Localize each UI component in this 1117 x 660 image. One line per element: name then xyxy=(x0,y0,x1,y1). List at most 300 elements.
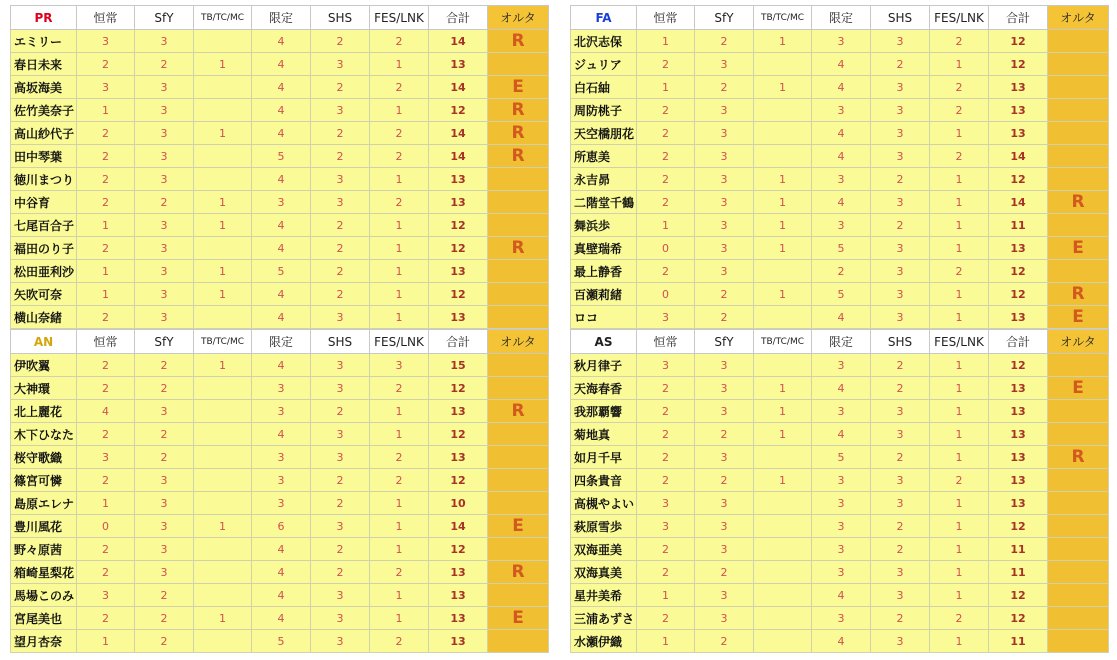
count-cell xyxy=(194,99,252,122)
count-cell: 2 xyxy=(637,423,695,446)
count-cell xyxy=(194,423,252,446)
idol-name: 徳川まつり xyxy=(11,168,77,191)
alter-cell: E xyxy=(1048,237,1109,260)
table-row xyxy=(571,446,1109,469)
table-row xyxy=(11,584,549,607)
count-cell: 3 xyxy=(695,354,754,377)
count-cell: 3 xyxy=(871,237,930,260)
count-cell: 3 xyxy=(311,168,370,191)
count-cell: 2 xyxy=(370,630,429,653)
alter-cell: E xyxy=(488,607,549,630)
column-header: 恒常 xyxy=(637,6,695,30)
count-cell: 1 xyxy=(370,168,429,191)
count-cell xyxy=(754,145,812,168)
alter-cell xyxy=(488,53,549,76)
count-cell: 3 xyxy=(135,168,194,191)
table-row xyxy=(11,607,549,630)
column-header: SHS xyxy=(871,6,930,30)
count-cell: 1 xyxy=(930,53,989,76)
table-row xyxy=(571,584,1109,607)
count-cell: 1 xyxy=(370,423,429,446)
count-cell: 4 xyxy=(252,561,311,584)
count-cell: 2 xyxy=(135,423,194,446)
count-cell: 1 xyxy=(930,122,989,145)
count-cell: 5 xyxy=(812,446,871,469)
table-row xyxy=(571,561,1109,584)
count-cell: 1 xyxy=(754,237,812,260)
count-cell: 1 xyxy=(930,400,989,423)
count-cell: 3 xyxy=(812,492,871,515)
count-cell: 2 xyxy=(311,283,370,306)
count-cell: 1 xyxy=(930,492,989,515)
count-cell: 4 xyxy=(252,538,311,561)
count-cell: 2 xyxy=(637,607,695,630)
idol-name: 豊川風花 xyxy=(11,515,77,538)
count-cell: 3 xyxy=(695,237,754,260)
count-cell: 1 xyxy=(930,283,989,306)
idol-name: 箱崎星梨花 xyxy=(11,561,77,584)
column-header: オルタ xyxy=(488,330,549,354)
count-cell: 2 xyxy=(77,377,135,400)
count-cell: 4 xyxy=(812,145,871,168)
count-cell xyxy=(754,607,812,630)
table-row xyxy=(11,354,549,377)
count-cell: 2 xyxy=(370,122,429,145)
count-cell xyxy=(194,237,252,260)
count-cell: 3 xyxy=(812,400,871,423)
alter-cell xyxy=(488,584,549,607)
count-cell: 3 xyxy=(311,53,370,76)
count-cell: 1 xyxy=(637,584,695,607)
count-cell: 2 xyxy=(637,538,695,561)
count-cell: 1 xyxy=(754,168,812,191)
alter-cell xyxy=(488,214,549,237)
count-cell: 2 xyxy=(77,53,135,76)
table-row xyxy=(571,423,1109,446)
count-cell: 1 xyxy=(754,469,812,492)
count-cell: 3 xyxy=(135,538,194,561)
total-cell: 10 xyxy=(429,492,488,515)
count-cell: 1 xyxy=(754,191,812,214)
total-cell: 11 xyxy=(989,214,1048,237)
count-cell: 1 xyxy=(930,191,989,214)
count-cell: 3 xyxy=(695,122,754,145)
count-cell: 3 xyxy=(871,630,930,653)
table-row xyxy=(571,76,1109,99)
count-cell: 2 xyxy=(311,538,370,561)
count-cell: 2 xyxy=(135,630,194,653)
total-cell: 13 xyxy=(429,630,488,653)
alter-cell xyxy=(1048,607,1109,630)
total-cell: 12 xyxy=(989,354,1048,377)
alter-cell: E xyxy=(1048,306,1109,329)
table-row xyxy=(11,283,549,306)
count-cell: 1 xyxy=(370,53,429,76)
alter-cell xyxy=(1048,561,1109,584)
count-cell: 3 xyxy=(871,122,930,145)
idol-name: 所恵美 xyxy=(571,145,637,168)
column-header: TB/TC/MC xyxy=(194,330,252,354)
count-cell: 3 xyxy=(77,446,135,469)
count-cell: 6 xyxy=(252,515,311,538)
idol-name: 二階堂千鶴 xyxy=(571,191,637,214)
column-header: オルタ xyxy=(1048,330,1109,354)
count-cell: 1 xyxy=(754,76,812,99)
count-cell: 2 xyxy=(311,237,370,260)
count-cell: 3 xyxy=(871,191,930,214)
total-cell: 13 xyxy=(989,469,1048,492)
idol-name: 四条貴音 xyxy=(571,469,637,492)
count-cell: 4 xyxy=(812,76,871,99)
team-label: AN xyxy=(11,330,77,354)
count-cell xyxy=(194,168,252,191)
total-cell: 13 xyxy=(989,400,1048,423)
count-cell xyxy=(194,584,252,607)
count-cell: 2 xyxy=(930,76,989,99)
count-cell: 2 xyxy=(637,99,695,122)
total-cell: 12 xyxy=(989,607,1048,630)
total-cell: 12 xyxy=(989,283,1048,306)
alter-cell xyxy=(1048,53,1109,76)
alter-cell xyxy=(488,630,549,653)
idol-name: 望月杏奈 xyxy=(11,630,77,653)
count-cell xyxy=(194,538,252,561)
count-cell: 5 xyxy=(252,260,311,283)
idol-name: 野々原茜 xyxy=(11,538,77,561)
count-cell: 3 xyxy=(637,354,695,377)
count-cell: 4 xyxy=(252,423,311,446)
table-row xyxy=(571,400,1109,423)
count-cell: 1 xyxy=(930,561,989,584)
count-cell: 2 xyxy=(637,469,695,492)
count-cell: 3 xyxy=(637,306,695,329)
count-cell: 3 xyxy=(135,400,194,423)
count-cell xyxy=(754,538,812,561)
idol-name: 北上麗花 xyxy=(11,400,77,423)
alter-cell xyxy=(488,538,549,561)
total-cell: 14 xyxy=(989,191,1048,214)
count-cell: 1 xyxy=(370,538,429,561)
table-row xyxy=(571,122,1109,145)
idol-name: 天空橋朋花 xyxy=(571,122,637,145)
count-cell: 3 xyxy=(695,191,754,214)
idol-name: 萩原雪歩 xyxy=(571,515,637,538)
alter-cell xyxy=(1048,122,1109,145)
total-cell: 13 xyxy=(429,607,488,630)
count-cell: 4 xyxy=(812,423,871,446)
count-cell: 4 xyxy=(812,122,871,145)
column-header: 恒常 xyxy=(637,330,695,354)
idol-name: 高槻やよい xyxy=(571,492,637,515)
count-cell: 4 xyxy=(252,168,311,191)
total-cell: 13 xyxy=(989,446,1048,469)
idol-name: 水瀬伊織 xyxy=(571,630,637,653)
count-cell: 4 xyxy=(252,122,311,145)
count-cell: 2 xyxy=(77,607,135,630)
table-row xyxy=(571,538,1109,561)
count-cell: 1 xyxy=(370,400,429,423)
count-cell: 2 xyxy=(135,354,194,377)
count-cell: 1 xyxy=(930,515,989,538)
total-cell: 13 xyxy=(429,584,488,607)
count-cell: 3 xyxy=(695,214,754,237)
alter-cell xyxy=(1048,630,1109,653)
count-cell: 1 xyxy=(930,446,989,469)
idol-name: 馬場このみ xyxy=(11,584,77,607)
count-cell: 3 xyxy=(695,515,754,538)
column-header: オルタ xyxy=(1048,6,1109,30)
alter-cell: R xyxy=(488,145,549,168)
count-cell: 3 xyxy=(695,145,754,168)
total-cell: 13 xyxy=(429,260,488,283)
count-cell xyxy=(754,630,812,653)
alter-cell xyxy=(1048,260,1109,283)
count-cell: 3 xyxy=(695,99,754,122)
column-header: 合計 xyxy=(429,6,488,30)
idol-name: 木下ひなた xyxy=(11,423,77,446)
total-cell: 12 xyxy=(429,538,488,561)
count-cell: 3 xyxy=(812,607,871,630)
count-cell: 2 xyxy=(871,354,930,377)
count-cell: 3 xyxy=(311,99,370,122)
count-cell: 1 xyxy=(930,237,989,260)
count-cell: 1 xyxy=(194,214,252,237)
count-cell xyxy=(754,306,812,329)
header-row xyxy=(11,6,549,30)
count-cell: 2 xyxy=(637,191,695,214)
count-cell: 3 xyxy=(695,607,754,630)
table-row xyxy=(11,145,549,168)
count-cell: 2 xyxy=(871,168,930,191)
count-cell: 2 xyxy=(77,237,135,260)
count-cell: 3 xyxy=(871,99,930,122)
count-cell: 2 xyxy=(311,145,370,168)
count-cell: 3 xyxy=(311,607,370,630)
table-row xyxy=(11,30,549,53)
count-cell xyxy=(194,400,252,423)
count-cell: 3 xyxy=(252,446,311,469)
count-cell: 2 xyxy=(695,283,754,306)
count-cell: 3 xyxy=(311,191,370,214)
count-cell: 1 xyxy=(194,354,252,377)
count-cell: 2 xyxy=(370,76,429,99)
team-table-AS xyxy=(570,329,1109,653)
idol-name: 中谷育 xyxy=(11,191,77,214)
count-cell: 4 xyxy=(252,607,311,630)
total-cell: 14 xyxy=(429,122,488,145)
count-cell: 1 xyxy=(370,515,429,538)
count-cell: 2 xyxy=(135,377,194,400)
count-cell: 4 xyxy=(812,306,871,329)
count-cell: 4 xyxy=(252,76,311,99)
count-cell: 2 xyxy=(370,561,429,584)
count-cell: 2 xyxy=(930,145,989,168)
count-cell: 2 xyxy=(695,561,754,584)
table-row xyxy=(571,260,1109,283)
count-cell: 3 xyxy=(695,538,754,561)
count-cell: 4 xyxy=(252,283,311,306)
alter-cell: R xyxy=(1048,446,1109,469)
column-header: FES/LNK xyxy=(370,6,429,30)
count-cell: 2 xyxy=(871,538,930,561)
count-cell: 2 xyxy=(637,377,695,400)
total-cell: 12 xyxy=(989,515,1048,538)
count-cell: 1 xyxy=(930,214,989,237)
column-header: 限定 xyxy=(812,330,871,354)
idol-name: 菊地真 xyxy=(571,423,637,446)
alter-cell xyxy=(1048,515,1109,538)
count-cell: 1 xyxy=(194,260,252,283)
idol-name: 百瀬莉緒 xyxy=(571,283,637,306)
alter-cell xyxy=(1048,76,1109,99)
count-cell: 2 xyxy=(637,400,695,423)
column-header: 恒常 xyxy=(77,6,135,30)
total-cell: 14 xyxy=(429,145,488,168)
count-cell xyxy=(754,446,812,469)
team-table-AN xyxy=(10,329,549,653)
count-cell: 1 xyxy=(754,423,812,446)
count-cell: 1 xyxy=(930,630,989,653)
count-cell: 2 xyxy=(135,584,194,607)
total-cell: 13 xyxy=(989,492,1048,515)
count-cell: 3 xyxy=(637,515,695,538)
count-cell xyxy=(194,630,252,653)
table-row xyxy=(571,145,1109,168)
table-row xyxy=(571,354,1109,377)
count-cell: 3 xyxy=(135,122,194,145)
count-cell: 1 xyxy=(77,260,135,283)
count-cell: 2 xyxy=(871,446,930,469)
count-cell: 3 xyxy=(871,561,930,584)
idol-name: 島原エレナ xyxy=(11,492,77,515)
count-cell xyxy=(194,377,252,400)
count-cell: 2 xyxy=(871,377,930,400)
count-cell: 4 xyxy=(252,354,311,377)
column-header: 合計 xyxy=(989,330,1048,354)
count-cell: 2 xyxy=(695,423,754,446)
count-cell: 2 xyxy=(637,260,695,283)
column-header: SfY xyxy=(695,6,754,30)
count-cell: 3 xyxy=(311,630,370,653)
alter-cell xyxy=(488,377,549,400)
count-cell: 3 xyxy=(871,492,930,515)
count-cell: 2 xyxy=(637,561,695,584)
count-cell: 2 xyxy=(135,446,194,469)
count-cell: 2 xyxy=(77,122,135,145)
count-cell: 2 xyxy=(77,306,135,329)
count-cell: 1 xyxy=(194,122,252,145)
count-cell: 3 xyxy=(637,492,695,515)
count-cell: 2 xyxy=(930,99,989,122)
count-cell: 2 xyxy=(930,30,989,53)
table-row xyxy=(571,630,1109,653)
alter-cell: R xyxy=(488,122,549,145)
table-row xyxy=(571,191,1109,214)
idol-name: 篠宮可憐 xyxy=(11,469,77,492)
count-cell: 3 xyxy=(871,400,930,423)
count-cell: 1 xyxy=(637,630,695,653)
count-cell: 4 xyxy=(812,53,871,76)
total-cell: 11 xyxy=(989,630,1048,653)
team-label: PR xyxy=(11,6,77,30)
count-cell: 3 xyxy=(135,492,194,515)
count-cell: 5 xyxy=(252,145,311,168)
alter-cell xyxy=(488,168,549,191)
count-cell: 3 xyxy=(135,260,194,283)
table-row xyxy=(11,191,549,214)
count-cell xyxy=(754,99,812,122)
table-row xyxy=(11,400,549,423)
alter-cell xyxy=(488,191,549,214)
count-cell: 3 xyxy=(695,446,754,469)
count-cell xyxy=(194,145,252,168)
count-cell: 3 xyxy=(812,561,871,584)
idol-name: 春日未来 xyxy=(11,53,77,76)
count-cell: 2 xyxy=(370,469,429,492)
alter-cell xyxy=(488,354,549,377)
table-row xyxy=(571,214,1109,237)
count-cell: 3 xyxy=(871,306,930,329)
idol-name: 桜守歌織 xyxy=(11,446,77,469)
count-cell: 2 xyxy=(370,30,429,53)
count-cell: 1 xyxy=(370,492,429,515)
count-cell: 3 xyxy=(135,99,194,122)
column-header: FES/LNK xyxy=(930,330,989,354)
column-header: オルタ xyxy=(488,6,549,30)
column-header: SfY xyxy=(135,6,194,30)
count-cell: 3 xyxy=(135,561,194,584)
count-cell xyxy=(194,446,252,469)
count-cell: 2 xyxy=(930,260,989,283)
count-cell: 2 xyxy=(370,191,429,214)
count-cell: 0 xyxy=(77,515,135,538)
count-cell: 3 xyxy=(311,515,370,538)
count-cell: 3 xyxy=(695,168,754,191)
idol-name: 周防桃子 xyxy=(571,99,637,122)
total-cell: 12 xyxy=(429,283,488,306)
alter-cell xyxy=(1048,538,1109,561)
table-row xyxy=(11,515,549,538)
count-cell: 1 xyxy=(194,515,252,538)
count-cell: 1 xyxy=(370,584,429,607)
table-row xyxy=(571,30,1109,53)
header-row xyxy=(11,330,549,354)
count-cell: 2 xyxy=(812,260,871,283)
count-cell: 3 xyxy=(135,283,194,306)
idol-name: 北沢志保 xyxy=(571,30,637,53)
alter-cell: R xyxy=(1048,283,1109,306)
table-row xyxy=(11,99,549,122)
team-label: AS xyxy=(571,330,637,354)
count-cell: 4 xyxy=(252,214,311,237)
count-cell: 2 xyxy=(637,168,695,191)
table-row xyxy=(11,306,549,329)
total-cell: 13 xyxy=(989,76,1048,99)
table-row xyxy=(11,237,549,260)
total-cell: 15 xyxy=(429,354,488,377)
count-cell: 3 xyxy=(871,260,930,283)
alter-cell xyxy=(1048,214,1109,237)
column-header: 恒常 xyxy=(77,330,135,354)
team-table-FA xyxy=(570,5,1109,329)
alter-cell: E xyxy=(488,76,549,99)
idol-name: 秋月律子 xyxy=(571,354,637,377)
count-cell: 4 xyxy=(77,400,135,423)
count-cell: 3 xyxy=(311,354,370,377)
total-cell: 13 xyxy=(429,191,488,214)
count-cell xyxy=(194,561,252,584)
idol-name: 双海真美 xyxy=(571,561,637,584)
